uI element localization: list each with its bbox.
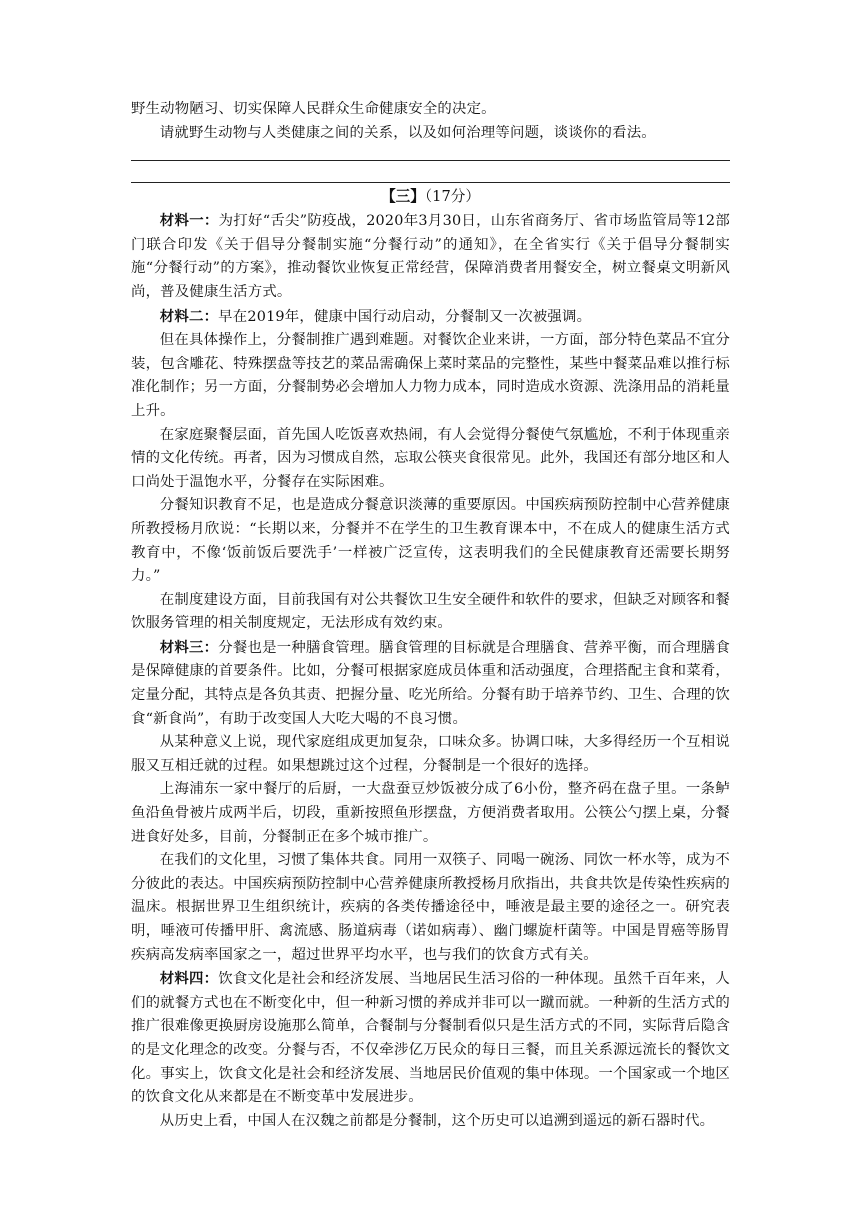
- material-text: 从历史上看，中国人在汉魏之前都是分餐制，这个历史可以追溯到遥远的新石器时代。: [159, 1112, 715, 1129]
- material-paragraph: [131, 589, 730, 636]
- material-paragraph: [131, 494, 730, 588]
- material-paragraph: [131, 731, 730, 778]
- section-3-bracket: 【三】: [381, 188, 425, 206]
- answer-line-1: [131, 160, 730, 161]
- material-paragraph: [131, 1110, 730, 1134]
- material-text: 早在2019年，健康中国行动启动，分餐制又一次被强调。: [218, 308, 592, 325]
- material-text: 在家庭聚餐层面，首先国人吃饭喜欢热闹，有人会觉得分餐使气氛尴尬，不利于体现重亲情的文化传统。再者，因为习惯成自然，忘取公筷夹食很常见。此外，我国还有部分地区和人口尚处于温饱水平，分餐存在实际困难。: [131, 426, 730, 490]
- material-label: 材料四：: [159, 970, 219, 988]
- material-paragraph: [131, 329, 730, 423]
- material-paragraph: [131, 778, 730, 849]
- section-3-title: [131, 185, 730, 209]
- material-text: 上海浦东一家中餐厅的后厨，一大盘蚕豆炒饭被分成了6小份，整齐码在盘子里。一条鲈鱼沿鱼骨被片成两半后，切段，重新按照鱼形摆盘，方便消费者取用。公筷公勺摆上桌，分餐进食好处多，目前，分餐制正在多个城市推广。: [131, 781, 730, 845]
- material-text: 但在具体操作上，分餐制推广遇到难题。对餐饮企业来讲，一方面，部分特色菜品不宜分装，包含雕花、特殊摆盘等技艺的菜品需确保上菜时菜品的完整性，某些中餐菜品难以推行标准化制作；另一方面，分餐制势必会增加人力物力成本，同时造成水资源、洗涤用品的消耗量上升。: [131, 332, 730, 419]
- document-page: [131, 98, 730, 1133]
- material-paragraphs: [131, 209, 730, 1133]
- material-paragraph: [131, 424, 730, 495]
- material-text: 在制度建设方面，目前我国有对公共餐饮卫生安全硬件和软件的要求，但缺乏对顾客和餐饮服务管理的相关制度规定，无法形成有效约束。: [131, 591, 730, 632]
- material-text: 为打好“舌尖”防疫战，2020年3月30日，山东省商务厅、省市场监管局等12部门联合印发《关于倡导分餐制实施“分餐行动”的通知》，在全省实行《关于倡导分餐制实施“分餐行动”的方案》，推动餐饮业恢复正常经营，保障消费者用餐安全，树立餐桌文明新风尚，普及健康生活方式。: [131, 213, 730, 300]
- material-paragraph: [131, 305, 730, 330]
- material-paragraph: [131, 209, 730, 304]
- material-label: 材料一：: [159, 212, 219, 230]
- material-label: 材料三：: [159, 638, 219, 656]
- answer-line-2: [131, 182, 730, 183]
- material-text: 在我们的文化里，习惯了集体共食。同用一双筷子、同喝一碗汤、同饮一杯水等，成为不分彼此的表达。中国疾病预防控制中心营养健康所教授杨月欣指出，共食共饮是传染性疾病的温床。根据世界卫生组织统计，疾病的各类传播途径中，唾液是最主要的途径之一。研究表明，唾液可传播甲肝、禽流感、肠道病毒（诺如病毒）、幽门螺旋杆菌等。中国是胃癌等肠胃疾病高发病率国家之一，超过世界平均水平，也与我们的饮食方式有关。: [131, 852, 730, 963]
- material-text: 从某种意义上说，现代家庭组成更加复杂，口味众多。协调口味，大多得经历一个互相说服又互相迁就的过程。如果想跳过这个过程，分餐制是一个很好的选择。: [131, 734, 730, 774]
- material-text: 饮食文化是社会和经济发展、当地居民生活习俗的一种体现。虽然千百年来，人们的就餐方式也在不断变化中，但一种新习惯的养成并非可以一蹴而就。一种新的生活方式的推广很难像更换厨房设施那么简单，合餐制与分餐制看似只是生活方式的不同，实际背后隐含的是文化理念的改变。分餐与否，不仅牵涉亿万民众的每日三餐，而且关系源远流长的餐饮文化。事实上，饮食文化是社会和经济发展、当地居民价值观的集中体现。一个国家或一个地区的饮食文化从来都是在不断变革中发展进步。: [131, 971, 730, 1106]
- material-paragraph: [131, 849, 730, 967]
- material-label: 材料二：: [159, 307, 219, 325]
- material-paragraph: [131, 636, 730, 731]
- material-text: 分餐也是一种膳食管理。膳食管理的目标就是合理膳食、营养平衡，而合理膳食是保障健康的首要条件。比如，分餐可根据家庭成员体重和活动强度，合理搭配主食和菜肴，定量分配，其特点是各负其责、把握分量、吃光所给。分餐有助于培养节约、卫生、合理的饮食“新食尚”，有助于改变国人大吃大喝的不良习惯。: [131, 639, 730, 727]
- continuation-text: 野生动物陋习、切实保障人民群众生命健康安全的决定。: [131, 101, 496, 117]
- section-3-score: （17分）: [424, 188, 480, 206]
- material-paragraph: [131, 967, 730, 1110]
- question-text: 请就野生动物与人类健康之间的关系，以及如何治理等问题，谈谈你的看法。: [159, 124, 656, 141]
- material-text: 分餐知识教育不足，也是造成分餐意识淡薄的重要原因。中国疾病预防控制中心营养健康所教授杨月欣说：“长期以来，分餐并不在学生的卫生教育课本中，不在成人的健康生活方式教育中，不像‘饭前饭后要洗手’一样被广泛宣传，这表明我们的全民健康教育还需要长期努力。”: [131, 497, 730, 585]
